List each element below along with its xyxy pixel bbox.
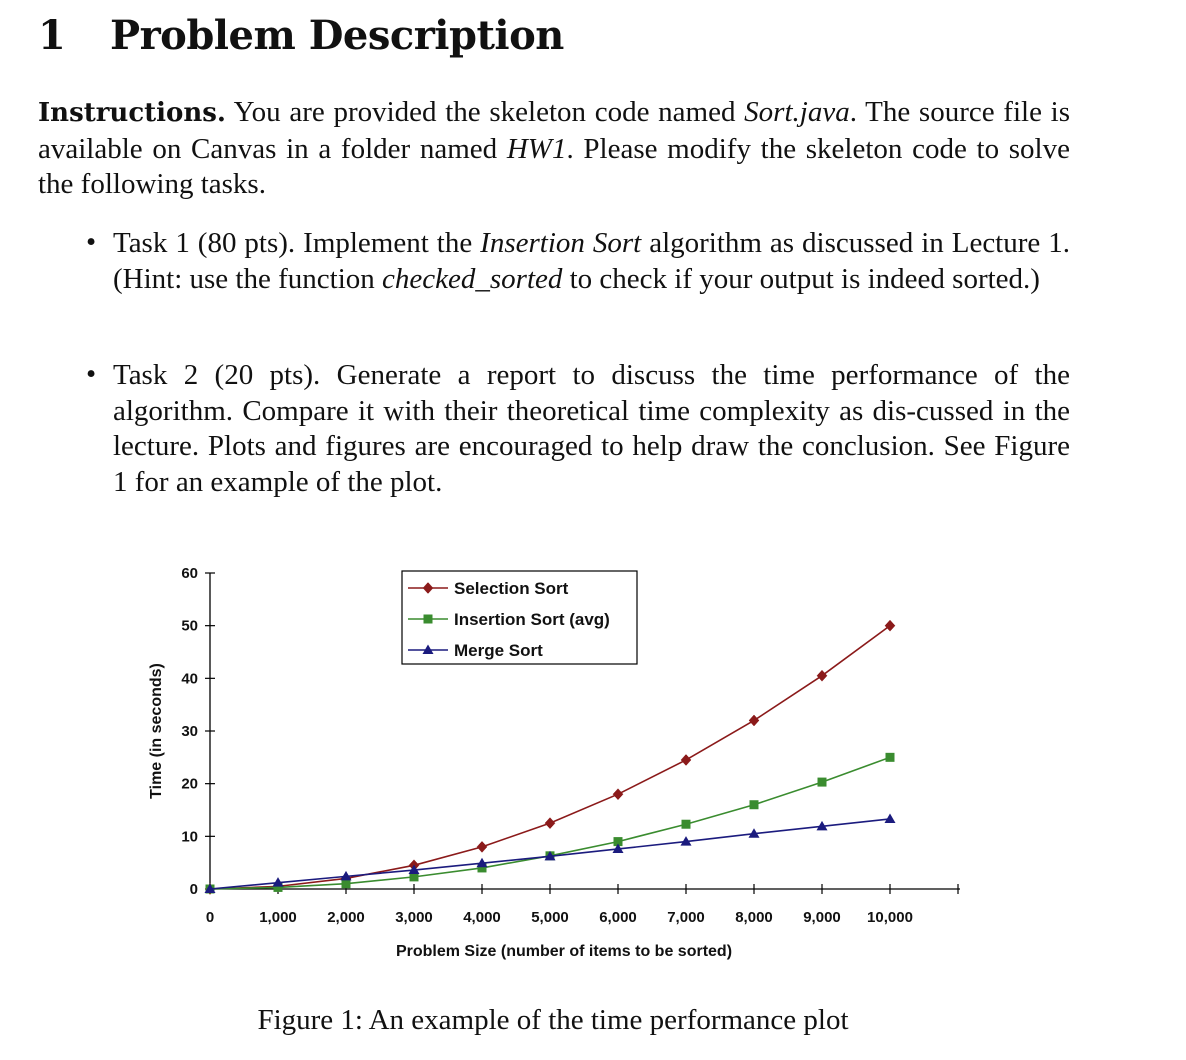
- insertion-sort-avg-point: [886, 753, 895, 762]
- section-number: 1: [38, 12, 66, 59]
- y-tick-label: 60: [181, 565, 198, 582]
- task-1-bullet: •: [86, 226, 97, 258]
- y-tick-label: 30: [181, 723, 198, 740]
- x-axis-title: Problem Size (number of items to be sorted): [395, 943, 733, 960]
- task-2-text: Task 2 (20 pts). Generate a report to discuss the time performance of the algorithm. Compare it with their theoretical time complexity as dis-cussed in the lecture. Plots and figures are encouraged to help draw the conclusion. See Figure 1 for an example of the plot.: [113, 359, 1070, 498]
- instructions-text-1: You are provided the skeleton code named: [225, 96, 745, 128]
- folder-name: HW1: [506, 132, 567, 165]
- insertion-sort-avg-point: [818, 778, 827, 787]
- insertion-sort-avg-point: [342, 879, 351, 888]
- selection-sort-point: [477, 841, 487, 852]
- x-tick-label: 4,000: [463, 909, 501, 926]
- chart-legend: [402, 571, 637, 664]
- legend-label-merge-sort: Merge Sort: [454, 641, 543, 660]
- insertion-sort-avg-point: [750, 800, 759, 809]
- instructions-lead: Instructions.: [38, 98, 226, 128]
- merge-sort-point: [885, 813, 896, 823]
- y-tick-label: 50: [181, 617, 198, 635]
- x-tick-label: 1,000: [259, 909, 297, 926]
- figure-caption: Figure 1: An example of the time performance plot: [257, 1004, 849, 1036]
- x-tick-label: 7,000: [667, 909, 705, 926]
- insertion-sort-avg-point: [682, 820, 691, 829]
- x-tick-label: 3,000: [395, 909, 433, 926]
- task-1-algorithm: Insertion Sort: [480, 227, 642, 259]
- task-1-text-2: algorithm as discussed in Lecture 1. (Hint: use the function: [113, 227, 1070, 295]
- x-tick-label: 0: [205, 909, 215, 926]
- x-tick-label: 8,000: [735, 909, 773, 926]
- task-1-function-name: checked_sorted: [382, 262, 563, 295]
- selection-sort-line: [210, 626, 890, 889]
- y-axis-title: Time (in seconds): [148, 663, 165, 799]
- selection-sort-point: [885, 620, 895, 631]
- selection-sort-point: [749, 715, 759, 726]
- x-tick-label: 5,000: [531, 909, 569, 926]
- selection-sort-point: [545, 818, 555, 829]
- legend-label-insertion-sort-avg: Insertion Sort (avg): [454, 610, 610, 629]
- section-title: Problem Description: [110, 12, 564, 59]
- y-tick-label: 40: [181, 670, 198, 688]
- y-tick-label: 20: [181, 775, 198, 793]
- file-name: Sort.java: [744, 96, 850, 128]
- selection-sort-point: [613, 789, 623, 800]
- selection-sort-point: [817, 670, 827, 681]
- task-1-text-1: Task 1 (80 pts). Implement the: [113, 227, 481, 259]
- x-tick-label: 9,000: [803, 909, 841, 926]
- instructions-text-2: . The source file is available on Canvas in a folder named: [38, 96, 1070, 165]
- task-1-text-3: to check if your output is indeed sorted.): [562, 262, 1040, 295]
- selection-sort-point: [681, 754, 691, 765]
- x-tick-label: 10,000: [867, 909, 913, 926]
- instructions-text-3: . Please modify the skeleton code to solve the following tasks.: [38, 132, 1070, 200]
- y-tick-label: 10: [181, 828, 198, 846]
- x-tick-label: 2,000: [327, 909, 365, 926]
- legend-marker-insertion-sort-avg: [424, 615, 433, 624]
- x-tick-label: 6,000: [599, 909, 637, 926]
- legend-label-selection-sort: Selection Sort: [454, 579, 569, 598]
- y-tick-label: 0: [189, 881, 198, 898]
- task-2-bullet: •: [86, 358, 97, 390]
